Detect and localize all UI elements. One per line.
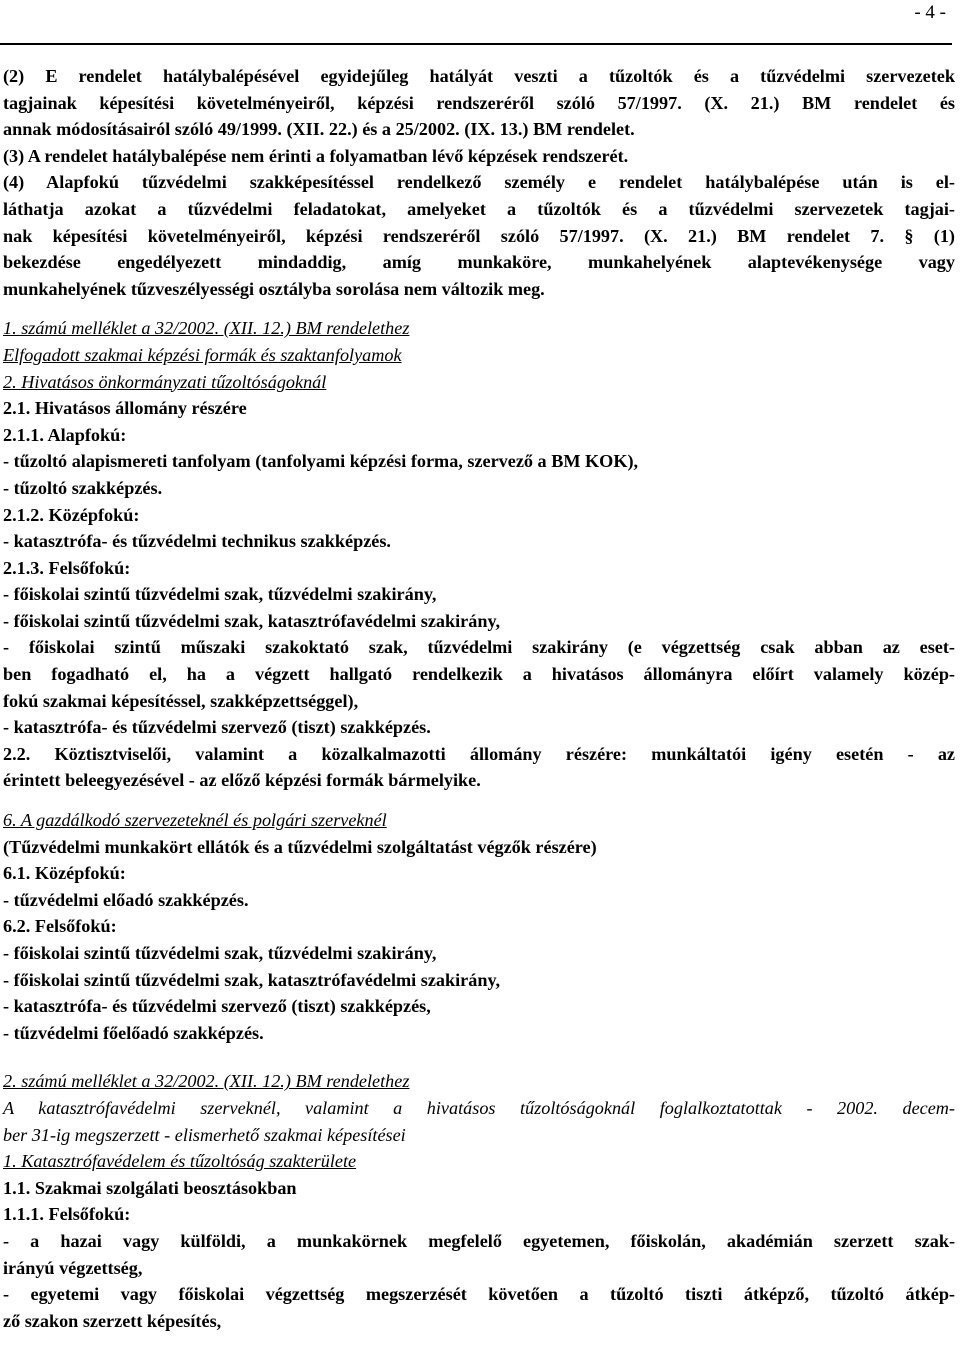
list-item-a-line-2: irányú végzettség, bbox=[3, 1257, 143, 1278]
clause-4-line-4: bekezdése engedélyezett mindaddig, amíg munkaköre, munkahelyének alaptevékenysége vagy bbox=[3, 252, 955, 273]
clause-2-line-3: annak módosításairól szóló 49/1999. (XII. 22.) és a 25/2002. (IX. 13.) BM rendelet. bbox=[3, 119, 635, 140]
annex-2-title: 2. számú melléklet a 32/2002. (XII. 12.) BM rendelethez bbox=[3, 1071, 410, 1092]
list-item-long-line-3: fokú szakmai képesítéssel, szakképzettséggel), bbox=[3, 690, 359, 711]
annex-2-section-1-1-1: 1.1.1. Felsőfokú: bbox=[3, 1204, 131, 1225]
list-item-a-line-1: - a hazai vagy külföldi, a munkakörnek megfelelő egyetemen, főiskolán, akadémián szerzett szak- bbox=[3, 1230, 955, 1251]
clause-3: (3) A rendelet hatálybalépése nem érinti a folyamatban lévő képzések rendszerét. bbox=[3, 145, 629, 166]
annex-2-section-1: 1. Katasztrófavédelem és tűzoltóság szakterülete bbox=[3, 1151, 357, 1172]
list-item: - főiskolai szintű tűzvédelmi szak, katasztrófavédelmi szakirány, bbox=[3, 610, 501, 631]
list-item: - katasztrófa- és tűzvédelmi szervező (tiszt) szakképzés, bbox=[3, 996, 431, 1017]
list-item: - tűzoltó alapismereti tanfolyam (tanfolyami képzési forma, szervező a BM KOK), bbox=[3, 451, 639, 472]
annex-1-section-6-subtitle: (Tűzvédelmi munkakört ellátók és a tűzvédelmi szolgáltatást végzők részére) bbox=[3, 836, 597, 857]
annex-1-section-2-2-line-2: érintett beleegyezésével - az előző képzési formák bármelyike. bbox=[3, 770, 481, 791]
annex-2-section-1-1: 1.1. Szakmai szolgálati beosztásokban bbox=[3, 1177, 297, 1198]
list-item: - tűzoltó szakképzés. bbox=[3, 477, 163, 498]
annex-1-section-6-1: 6.1. Középfokú: bbox=[3, 863, 126, 884]
annex-1-section-2-1-3: 2.1.3. Felsőfokú: bbox=[3, 557, 131, 578]
list-item: - katasztrófa- és tűzvédelmi szervező (tiszt) szakképzés. bbox=[3, 717, 431, 738]
annex-2-subtitle-line-1: A katasztrófavédelmi szerveknél, valamint a hivatásos tűzoltóságoknál foglalkoztatottak - 2002. decem- bbox=[3, 1097, 955, 1118]
spacer bbox=[3, 302, 955, 315]
list-item-long-line-1: - főiskolai szintű műszaki szakoktató szak, tűzvédelmi szakirány (e végzettség csak abban az eset- bbox=[3, 637, 955, 658]
annex-2-subtitle-line-2: ber 31-ig megszerzett - elismerhető szakmai képesítései bbox=[3, 1124, 406, 1145]
clause-4-line-2: láthatja azokat a tűzvédelmi feladatokat, amelyeket a tűzoltók és a tűzvédelmi szervezetek tagjai- bbox=[3, 198, 955, 219]
list-item-b-line-2: ző szakon szerzett képesítés, bbox=[3, 1310, 222, 1331]
annex-1-subtitle: Elfogadott szakmai képzési formák és szaktanfolyamok bbox=[3, 344, 402, 365]
clause-4-line-3: nak képesítési követelményeiről, képzési rendszeréről szóló 57/1997. (X. 21.) BM rendelet 7. § (1) bbox=[3, 225, 955, 246]
spacer bbox=[3, 794, 955, 807]
page-number: - 4 - bbox=[914, 2, 946, 23]
clause-4-line-1: (4) Alapfokú tűzvédelmi szakképesítéssel rendelkező személy e rendelet hatálybalépése után is el- bbox=[3, 172, 955, 193]
list-item: - tűzvédelmi előadó szakképzés. bbox=[3, 889, 249, 910]
list-item-b-line-1: - egyetemi vagy főiskolai végzettség megszerzését követően a tűzoltó tiszti átképző, tűzoltó átkép- bbox=[3, 1284, 955, 1305]
list-item: - tűzvédelmi főelőadó szakképzés. bbox=[3, 1022, 264, 1043]
list-item: - főiskolai szintű tűzvédelmi szak, tűzvédelmi szakirány, bbox=[3, 584, 437, 605]
list-item: - főiskolai szintű tűzvédelmi szak, tűzvédelmi szakirány, bbox=[3, 943, 437, 963]
list-item-long-line-2: ben fogadható el, ha a végzett hallgató rendelkezik a hivatásos állományra előírt valamely közép- bbox=[3, 664, 955, 685]
annex-1-section-2-1-2: 2.1.2. Középfokú: bbox=[3, 504, 140, 525]
annex-1-section-6-2: 6.2. Felsőfokú: bbox=[3, 916, 117, 937]
spacer bbox=[3, 1046, 955, 1068]
clause-4-line-5: munkahelyének tűzveszélyességi osztályba sorolása nem változik meg. bbox=[3, 278, 545, 299]
annex-1-section-2-2-line-1: 2.2. Köztisztviselői, valamint a közalkalmazotti állomány részére: munkáltatói igény esetén - az bbox=[3, 743, 955, 764]
header-rule bbox=[0, 43, 952, 45]
list-item: - katasztrófa- és tűzvédelmi technikus szakképzés. bbox=[3, 531, 391, 552]
annex-1-section-6: 6. A gazdálkodó szervezeteknél és polgári szerveknél bbox=[3, 810, 387, 831]
annex-1-section-2: 2. Hivatásos önkormányzati tűzoltóságoknál bbox=[3, 371, 327, 392]
clause-2-line-1: (2) E rendelet hatálybalépésével egyidejűleg hatályát veszti a tűzoltók és a tűzvédelmi szervezetek bbox=[3, 66, 955, 86]
list-item: - főiskolai szintű tűzvédelmi szak, katasztrófavédelmi szakirány, bbox=[3, 969, 501, 990]
annex-1-section-2-1-1: 2.1.1. Alapfokú: bbox=[3, 424, 127, 445]
annex-1-section-2-1: 2.1. Hivatásos állomány részére bbox=[3, 398, 247, 419]
document-body bbox=[3, 63, 955, 1334]
annex-1-title: 1. számú melléklet a 32/2002. (XII. 12.) BM rendelethez bbox=[3, 318, 410, 339]
clause-2-line-2: tagjainak képesítési követelményeiről, képzési rendszeréről szóló 57/1997. (X. 21.) BM rendelet és bbox=[3, 92, 955, 113]
